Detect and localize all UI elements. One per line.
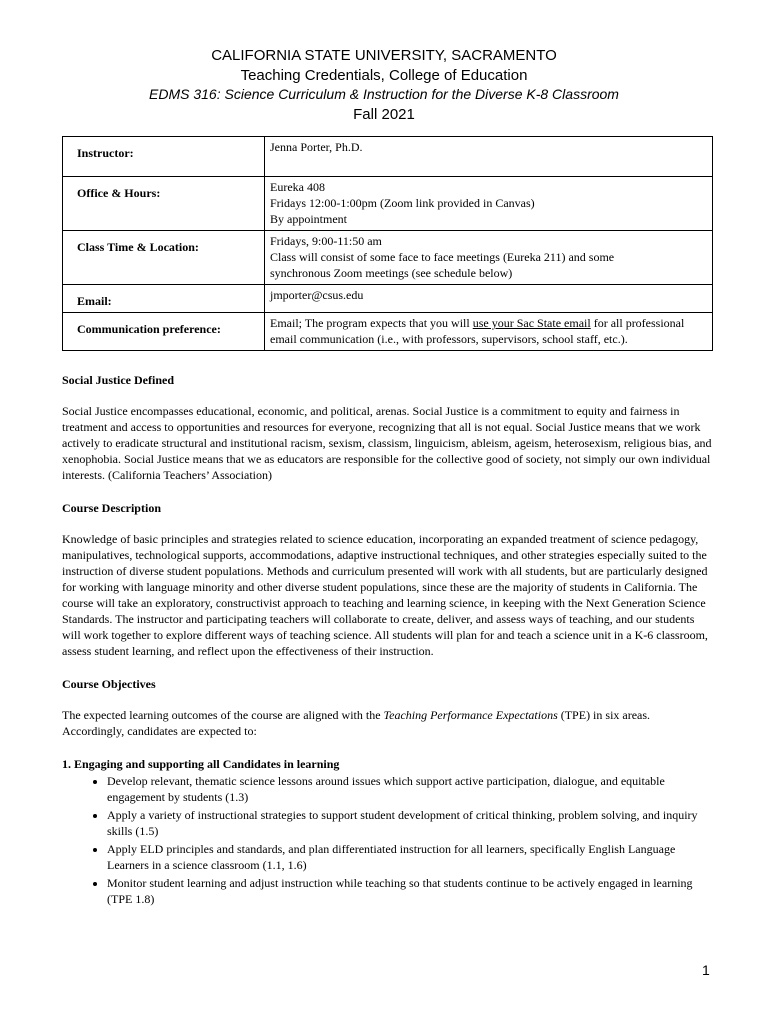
office-line: Eureka 408	[270, 180, 325, 194]
sac-state-email-link: use your Sac State email	[472, 316, 591, 330]
office-label: Office & Hours:	[63, 177, 265, 231]
communication-label: Communication preference:	[63, 313, 265, 351]
class-label: Class Time & Location:	[63, 231, 265, 285]
instructor-value: Jenna Porter, Ph.D.	[265, 137, 713, 177]
department-title: Teaching Credentials, College of Education	[240, 66, 528, 84]
instructor-label: Instructor:	[63, 137, 265, 177]
list-item: • Monitor student learning and adjust instruction while teaching so that students continue to be actively engaged in learning (TPE 1.8)	[107, 875, 714, 907]
class-row	[63, 231, 713, 285]
communication-row	[63, 313, 713, 351]
class-value	[265, 231, 713, 285]
communication-text-end: for all professional email communication (i.e., with professors, supervisors, school staff, etc.).	[270, 316, 685, 346]
class-line: synchronous Zoom meetings (see schedule below)	[270, 266, 513, 280]
instructor-row	[63, 137, 713, 177]
document-header	[0, 46, 768, 124]
email-row	[63, 285, 713, 313]
list-item: • Apply a variety of instructional strategies to support student development of critical thinking, problem solving, and inquiry skills (1.5)	[107, 807, 714, 839]
social-justice-heading: Social Justice Defined	[62, 373, 174, 387]
course-objectives-paragraph	[62, 707, 714, 739]
course-info-table	[62, 136, 713, 351]
course-title: EDMS 316: Science Curriculum & Instruction for the Diverse K-8 Classroom	[149, 86, 619, 102]
objective-group-1-heading: 1. Engaging and supporting all Candidates in learning	[62, 757, 340, 771]
university-title: CALIFORNIA STATE UNIVERSITY, SACRAMENTO	[211, 47, 557, 64]
office-row	[63, 177, 713, 231]
office-line: Fridays 12:00-1:00pm (Zoom link provided in Canvas)	[270, 196, 535, 210]
document-body	[62, 372, 714, 909]
objectives-emphasis: Teaching Performance Expectations	[383, 708, 558, 722]
course-description-heading: Course Description	[62, 501, 161, 515]
course-objectives-heading: Course Objectives	[62, 677, 156, 691]
communication-text: Email; The program expects that you will	[270, 316, 473, 330]
objectives-intro-end: (TPE) in six areas. Accordingly, candidates are expected to:	[62, 708, 651, 738]
term-title: Fall 2021	[353, 105, 415, 123]
class-line: Class will consist of some face to face meetings (Eureka 211) and some	[270, 250, 615, 264]
objectives-intro: The expected learning outcomes of the course are aligned with the	[62, 708, 384, 722]
communication-value	[265, 313, 713, 351]
email-value: jmporter@csus.edu	[265, 285, 713, 313]
course-description-paragraph: Knowledge of basic principles and strategies related to science education, incorporating an expanded treatment of science pedagogy, manipulatives, technological supports, accommodations, adaptive instructional techniques, and other strategies especially suited to the instruction of diverse student populations. Methods and curriculum presented will work with all students, but are particularly designed for working with language minority and other diverse student populations, since these are the majority of students in California. The course will take an exploratory, constructivist approach to teaching and learning science, in keeping with the Next Generation Science Standards. The instructor and participating teachers will collaborate to create, deliver, and assess ways of teaching, and our students will work together to explore different ways of teaching science. All students will plan for and teach a science unit in a K-6 classroom, assess student learning, and reflect upon the effectiveness of their instruction.	[62, 532, 708, 658]
social-justice-paragraph: Social Justice encompasses educational, economic, and political, arenas. Social Justice is a commitment to equity and fairness in treatment and access to opportunities and resources for everyone, recognizing that all is not equal. Social Justice means that we work actively to eradicate structural and institutional racism, sexism, classism, linguicism, ableism, ageism, heterosexism, religious bias, and xenophobia. Social Justice means that we as educators are responsible for the collective good of society, not simply our own individual interests. (California Teachers’ Association)	[62, 404, 712, 482]
objective-group-1-list	[62, 773, 714, 907]
list-item: • Apply ELD principles and standards, and plan differentiated instruction for all learners, specifically English Language Learners in a science classroom (1.1, 1.6)	[107, 841, 714, 873]
list-item: • Develop relevant, thematic science lessons around issues which support active participation, dialogue, and equitable engagement by students (1.3)	[107, 773, 714, 805]
email-label: Email:	[63, 285, 265, 313]
page-number: 1	[702, 962, 710, 978]
office-value	[265, 177, 713, 231]
class-line: Fridays, 9:00-11:50 am	[270, 234, 382, 248]
office-line: By appointment	[270, 212, 347, 226]
